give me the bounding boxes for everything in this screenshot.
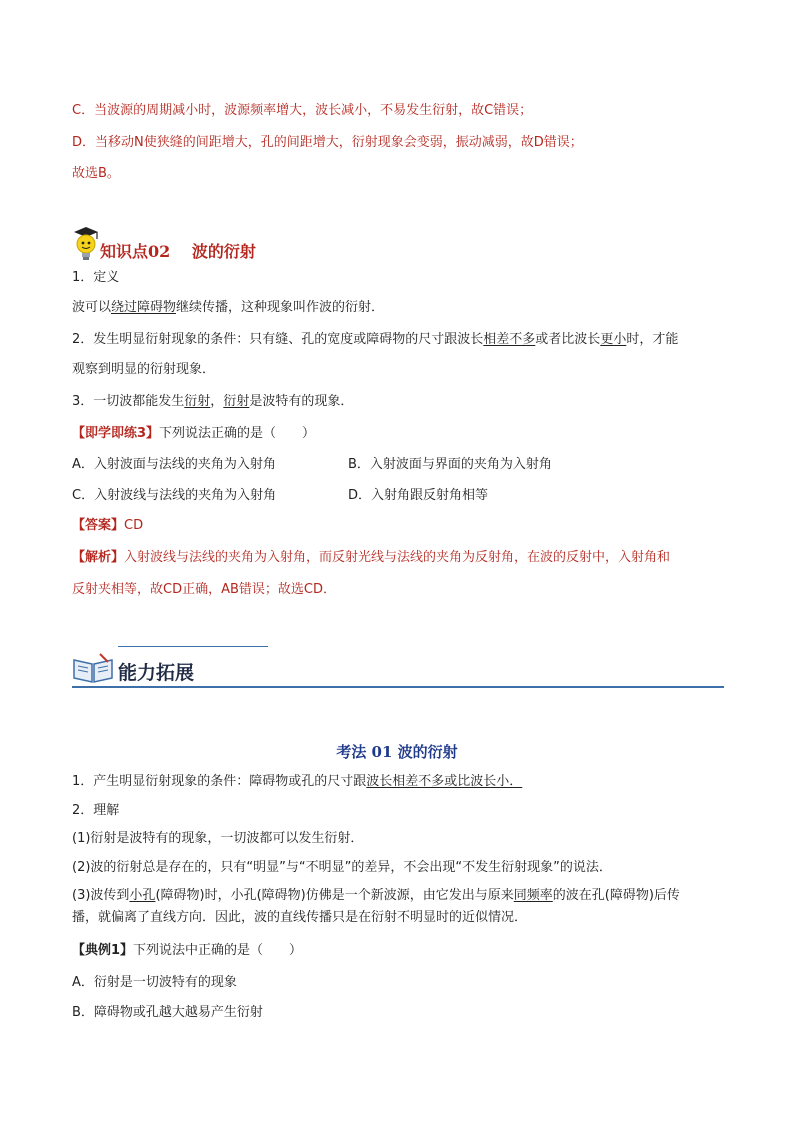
lightbulb-graduate-icon bbox=[68, 224, 102, 264]
section-header bbox=[72, 646, 724, 688]
method-condition: 1．产生明显衍射现象的条件：障碍物或孔的尺寸跟波长相差不多或比波长小． bbox=[72, 774, 523, 789]
example-option-a: A．衍射是一切波特有的现象 bbox=[72, 975, 237, 990]
example-question: 【典例1】下列说法中正确的是（ ） bbox=[72, 943, 303, 958]
option-d-explanation: D．当移动N使狭缝的间距增大，孔的间距增大，衍射现象会变弱，振动减弱，故D错误； bbox=[72, 135, 583, 150]
understanding-3: (3)波传到小孔(障碍物)时，小孔(障碍物)仿佛是一个新波源，由它发出与原来同频率的波在孔(障碍物)后传 bbox=[72, 888, 680, 903]
option-d: D．入射角跟反射角相等 bbox=[348, 488, 489, 503]
method-title: 考法 01 波的衍射 bbox=[336, 743, 458, 761]
knowledge-point-title: 知识点02 波的衍射 bbox=[100, 242, 256, 261]
option-a: A．入射波面与法线的夹角为入射角 bbox=[72, 457, 276, 472]
open-book-icon bbox=[72, 652, 114, 684]
analysis-line-1: 【解析】入射波线与法线的夹角为入射角，而反射光线与法线的夹角为反射角，在波的反射中，入射角和 bbox=[72, 550, 671, 565]
universal-diffraction-text: 3．一切波都能发生衍射，衍射是波特有的现象． bbox=[72, 394, 354, 409]
practice-question: 【即学即练3】下列说法正确的是（ ） bbox=[72, 426, 316, 441]
option-c-explanation: C．当波源的周期减小时，波源频率增大，波长减小，不易发生衍射，故C错误； bbox=[72, 103, 533, 118]
answer-selection: 故选B。 bbox=[72, 166, 120, 181]
understanding-2: (2)波的衍射总是存在的，只有“明显”与“不明显”的差异，不会出现“不发生衍射现象”的说法． bbox=[72, 860, 612, 875]
header-rule bbox=[72, 686, 724, 688]
definition-heading: 1．定义 bbox=[72, 270, 120, 285]
understanding-heading: 2．理解 bbox=[72, 803, 120, 818]
option-c: C．入射波线与法线的夹角为入射角 bbox=[72, 488, 277, 503]
understanding-1: (1)衍射是波特有的现象，一切波都可以发生衍射． bbox=[72, 831, 364, 846]
answer: 【答案】CD bbox=[72, 518, 144, 533]
section-title: 能力拓展 bbox=[118, 662, 195, 684]
analysis-line-2: 反射夹相等，故CD正确，AB错误；故选CD． bbox=[72, 582, 336, 597]
header-top-line bbox=[118, 646, 268, 647]
understanding-3-continued: 播，就偏离了直线方向．因此，波的直线传播只是在衍射不明显时的近似情况． bbox=[72, 910, 528, 925]
option-b: B．入射波面与界面的夹角为入射角 bbox=[348, 457, 552, 472]
condition-text-continued: 观察到明显的衍射现象． bbox=[72, 362, 216, 377]
condition-text: 2．发生明显衍射现象的条件：只有缝、孔的宽度或障碍物的尺寸跟波长相差不多或者比波长更小时，才能 bbox=[72, 332, 679, 347]
definition-text: 波可以绕过障碍物继续传播，这种现象叫作波的衍射． bbox=[72, 300, 385, 315]
example-option-b: B．障碍物或孔越大越易产生衍射 bbox=[72, 1005, 263, 1020]
